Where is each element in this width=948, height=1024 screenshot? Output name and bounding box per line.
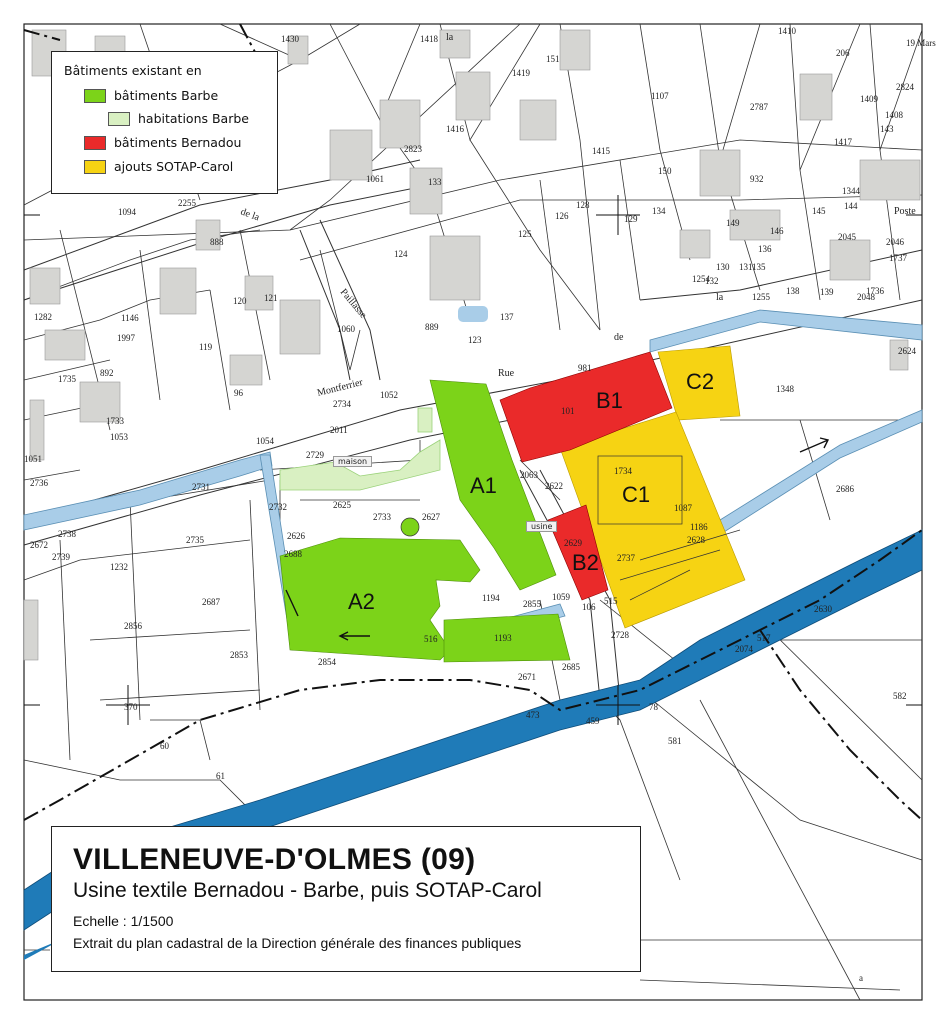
parcel-number: 2627 <box>422 512 440 522</box>
street-la-top: la <box>446 32 454 43</box>
legend-label-barbe: bâtiments Barbe <box>114 88 219 103</box>
building-label-b1: B1 <box>596 388 623 413</box>
street-de: de <box>614 332 624 343</box>
parcel-number: 19 Mars <box>906 38 936 48</box>
map-subtitle: Usine textile Bernadou - Barbe, puis SOTAP-Carol <box>73 879 542 902</box>
parcel-number: 1735 <box>58 374 76 384</box>
parcel-number: 1417 <box>834 137 852 147</box>
canal-diagonal <box>720 410 922 532</box>
parcel-number: 119 <box>199 342 213 352</box>
parcel-number: 2045 <box>838 232 856 242</box>
parcel-number: 2738 <box>58 529 76 539</box>
parcel-number: 1193 <box>494 633 512 643</box>
parcel-number: 2688 <box>284 549 302 559</box>
parcel-number: 1052 <box>380 390 398 400</box>
parcel-number: 120 <box>233 296 247 306</box>
parcel-number: 2628 <box>687 535 705 545</box>
parcel-number: 2672 <box>30 540 48 550</box>
parcel-number: 517 <box>757 633 771 643</box>
parcel-number: 129 <box>624 214 638 224</box>
map-title: VILLENEUVE-D'OLMES (09) <box>73 843 476 876</box>
parcel-number: 888 <box>210 237 224 247</box>
parcel-number: 892 <box>100 368 114 378</box>
habitations-barbe <box>280 408 440 490</box>
legend-item-habitations <box>108 111 249 126</box>
canal-east <box>650 310 922 352</box>
legend-title: Bâtiments existant en <box>64 63 202 78</box>
parcel-number: 60 <box>160 741 169 751</box>
parcel-number: 1430 <box>281 34 299 44</box>
parcel-number: 146 <box>770 226 784 236</box>
swatch-bernadou <box>84 136 106 150</box>
parcel-number: 459 <box>586 716 600 726</box>
parcel-number: 2739 <box>52 552 70 562</box>
parcel-number: 133 <box>428 177 442 187</box>
parcel-number: 1415 <box>592 146 610 156</box>
legend-item-sotap <box>84 159 233 174</box>
parcel-number: 134 <box>652 206 666 216</box>
canal-west <box>24 452 272 530</box>
parcel-number: 2622 <box>545 481 563 491</box>
building-label-c2: C2 <box>686 369 715 394</box>
parcel-number: 2735 <box>186 535 204 545</box>
parcel-number: 136 <box>758 244 772 254</box>
parcel-number: 1997 <box>117 333 135 343</box>
parcel-number: 1061 <box>366 174 384 184</box>
parcel-number: 206 <box>836 48 850 58</box>
street-montferrier: Montferrier <box>316 376 364 399</box>
street-la: la <box>716 292 724 303</box>
parcel-number: 150 <box>658 166 672 176</box>
parcel-number: 1255 <box>752 292 770 302</box>
parcel-number: 2736 <box>30 478 48 488</box>
parcel-number: 123 <box>468 335 482 345</box>
parcel-number: 370 <box>124 702 138 712</box>
parcel-number: 2853 <box>230 650 248 660</box>
parcel-number: 1409 <box>860 94 878 104</box>
building-label-a1: A1 <box>470 473 497 498</box>
parcel-number: 149 <box>726 218 740 228</box>
parcel-number: 139 <box>820 287 834 297</box>
parcel-number: 2734 <box>333 399 351 409</box>
parcel-number: 2728 <box>611 630 629 640</box>
parcel-number: 2854 <box>318 657 336 667</box>
parcel-number: 1059 <box>552 592 570 602</box>
swatch-barbe <box>84 89 106 103</box>
parcel-number: 126 <box>555 211 569 221</box>
street-poste: Poste <box>894 206 916 217</box>
parcel-number: 2011 <box>330 425 348 435</box>
parcel-number: 2856 <box>124 621 142 631</box>
parcel-number: 981 <box>578 363 592 373</box>
parcel-number: 582 <box>893 691 907 701</box>
parcel-number: 1054 <box>256 436 274 446</box>
parcel-number: 124 <box>394 249 408 259</box>
parcel-number: 101 <box>561 406 575 416</box>
legend <box>51 51 278 194</box>
parcel-number: 135 <box>752 262 766 272</box>
legend-item-barbe <box>84 88 218 103</box>
usine-tag: usine <box>526 521 557 532</box>
parcel-number: 132 <box>705 276 719 286</box>
parcel-number: 1733 <box>106 416 124 426</box>
legend-label-bernadou: bâtiments Bernadou <box>114 135 242 150</box>
parcel-number: 131 <box>739 262 753 272</box>
round-structure <box>401 518 419 536</box>
parcel-number: 2733 <box>373 512 391 522</box>
parcel-number: 1053 <box>110 432 128 442</box>
swatch-sotap <box>84 160 106 174</box>
map-scale: Echelle : 1/1500 <box>73 913 174 929</box>
parcel-number: 2731 <box>192 482 210 492</box>
parcel-number: 143 <box>880 124 894 134</box>
parcel-number: 1410 <box>778 26 796 36</box>
parcel-number: 2686 <box>836 484 854 494</box>
parcel-number: 145 <box>812 206 826 216</box>
parcel-number: 516 <box>424 634 438 644</box>
parcel-number: 1254 <box>692 274 710 284</box>
parcel-number: 2685 <box>562 662 580 672</box>
parcel-number: 138 <box>786 286 800 296</box>
parcel-number: 1418 <box>420 34 438 44</box>
parcel-number: 61 <box>216 771 225 781</box>
parcel-number: 106 <box>582 602 596 612</box>
parcel-number: 2624 <box>898 346 916 356</box>
legend-label-sotap: ajouts SOTAP-Carol <box>114 159 234 174</box>
parcel-number: a <box>859 973 863 983</box>
building-label-c1: C1 <box>622 482 651 507</box>
legend-item-bernadou <box>84 135 241 150</box>
parcel-number: 2687 <box>202 597 220 607</box>
parcel-number: 2046 <box>886 237 904 247</box>
parcel-number: 1282 <box>34 312 52 322</box>
parcel-number: 581 <box>668 736 682 746</box>
parcel-number: 1736 <box>866 286 884 296</box>
title-block <box>51 826 641 972</box>
street-paillasse: Paillasse <box>337 286 369 321</box>
building-label-a2: A2 <box>348 589 375 614</box>
swatch-habitations <box>108 112 130 126</box>
parcel-number: 1087 <box>674 503 692 513</box>
parcel-number: 130 <box>716 262 730 272</box>
parcel-number: 125 <box>518 229 532 239</box>
parcel-number: 889 <box>425 322 439 332</box>
parcel-number: 1146 <box>121 313 139 323</box>
parcel-number: 1344 <box>842 186 860 196</box>
parcel-number: 1094 <box>118 207 136 217</box>
parcel-number: 1051 <box>24 454 42 464</box>
parcel-number: 144 <box>844 201 858 211</box>
parcel-number: 2732 <box>269 502 287 512</box>
parcel-number: 473 <box>526 710 540 720</box>
parcel-number: 1107 <box>651 91 669 101</box>
parcel-number: 2787 <box>750 102 768 112</box>
parcel-number: 1194 <box>482 593 500 603</box>
pond <box>458 306 488 322</box>
parcel-number: 2823 <box>404 144 422 154</box>
parcel-number: 1734 <box>614 466 632 476</box>
parcel-number: 78 <box>649 702 658 712</box>
parcel-number: 515 <box>604 596 618 606</box>
parcel-number: 137 <box>500 312 514 322</box>
parcel-number: 1737 <box>889 253 907 263</box>
parcel-number: 1348 <box>776 384 794 394</box>
parcel-number: 2855 <box>523 599 541 609</box>
parcel-number: 1408 <box>885 110 903 120</box>
parcel-number: 2671 <box>518 672 536 682</box>
parcel-number: 932 <box>750 174 764 184</box>
parcel-number: 2625 <box>333 500 351 510</box>
maison-tag: maison <box>333 456 372 467</box>
parcel-number: 121 <box>264 293 278 303</box>
street-rue: Rue <box>498 368 515 379</box>
building-label-b2: B2 <box>572 550 599 575</box>
parcel-number: 2063 <box>520 470 538 480</box>
parcel-number: 2630 <box>814 604 832 614</box>
parcel-number: 128 <box>576 200 590 210</box>
parcel-number: 1416 <box>446 124 464 134</box>
map-source: Extrait du plan cadastral de la Direction générale des finances publiques <box>73 935 522 951</box>
parcel-number: 1232 <box>110 562 128 572</box>
parcel-number: 2737 <box>617 553 635 563</box>
parcel-number: 1419 <box>512 68 530 78</box>
parcel-number: 1186 <box>690 522 708 532</box>
parcel-number: 2629 <box>564 538 582 548</box>
parcel-number: 1060 <box>337 324 355 334</box>
parcel-number: 96 <box>234 388 243 398</box>
street-de-la: de la <box>238 206 261 224</box>
parcel-number: 2626 <box>287 531 305 541</box>
parcel-number: 2048 <box>857 292 875 302</box>
parcel-number: 2255 <box>178 198 196 208</box>
parcel-number: 151 <box>546 54 560 64</box>
parcel-number: 2824 <box>896 82 914 92</box>
parcel-number: 2074 <box>735 644 753 654</box>
parcel-number: 2729 <box>306 450 324 460</box>
legend-label-habitations: habitations Barbe <box>138 111 249 126</box>
